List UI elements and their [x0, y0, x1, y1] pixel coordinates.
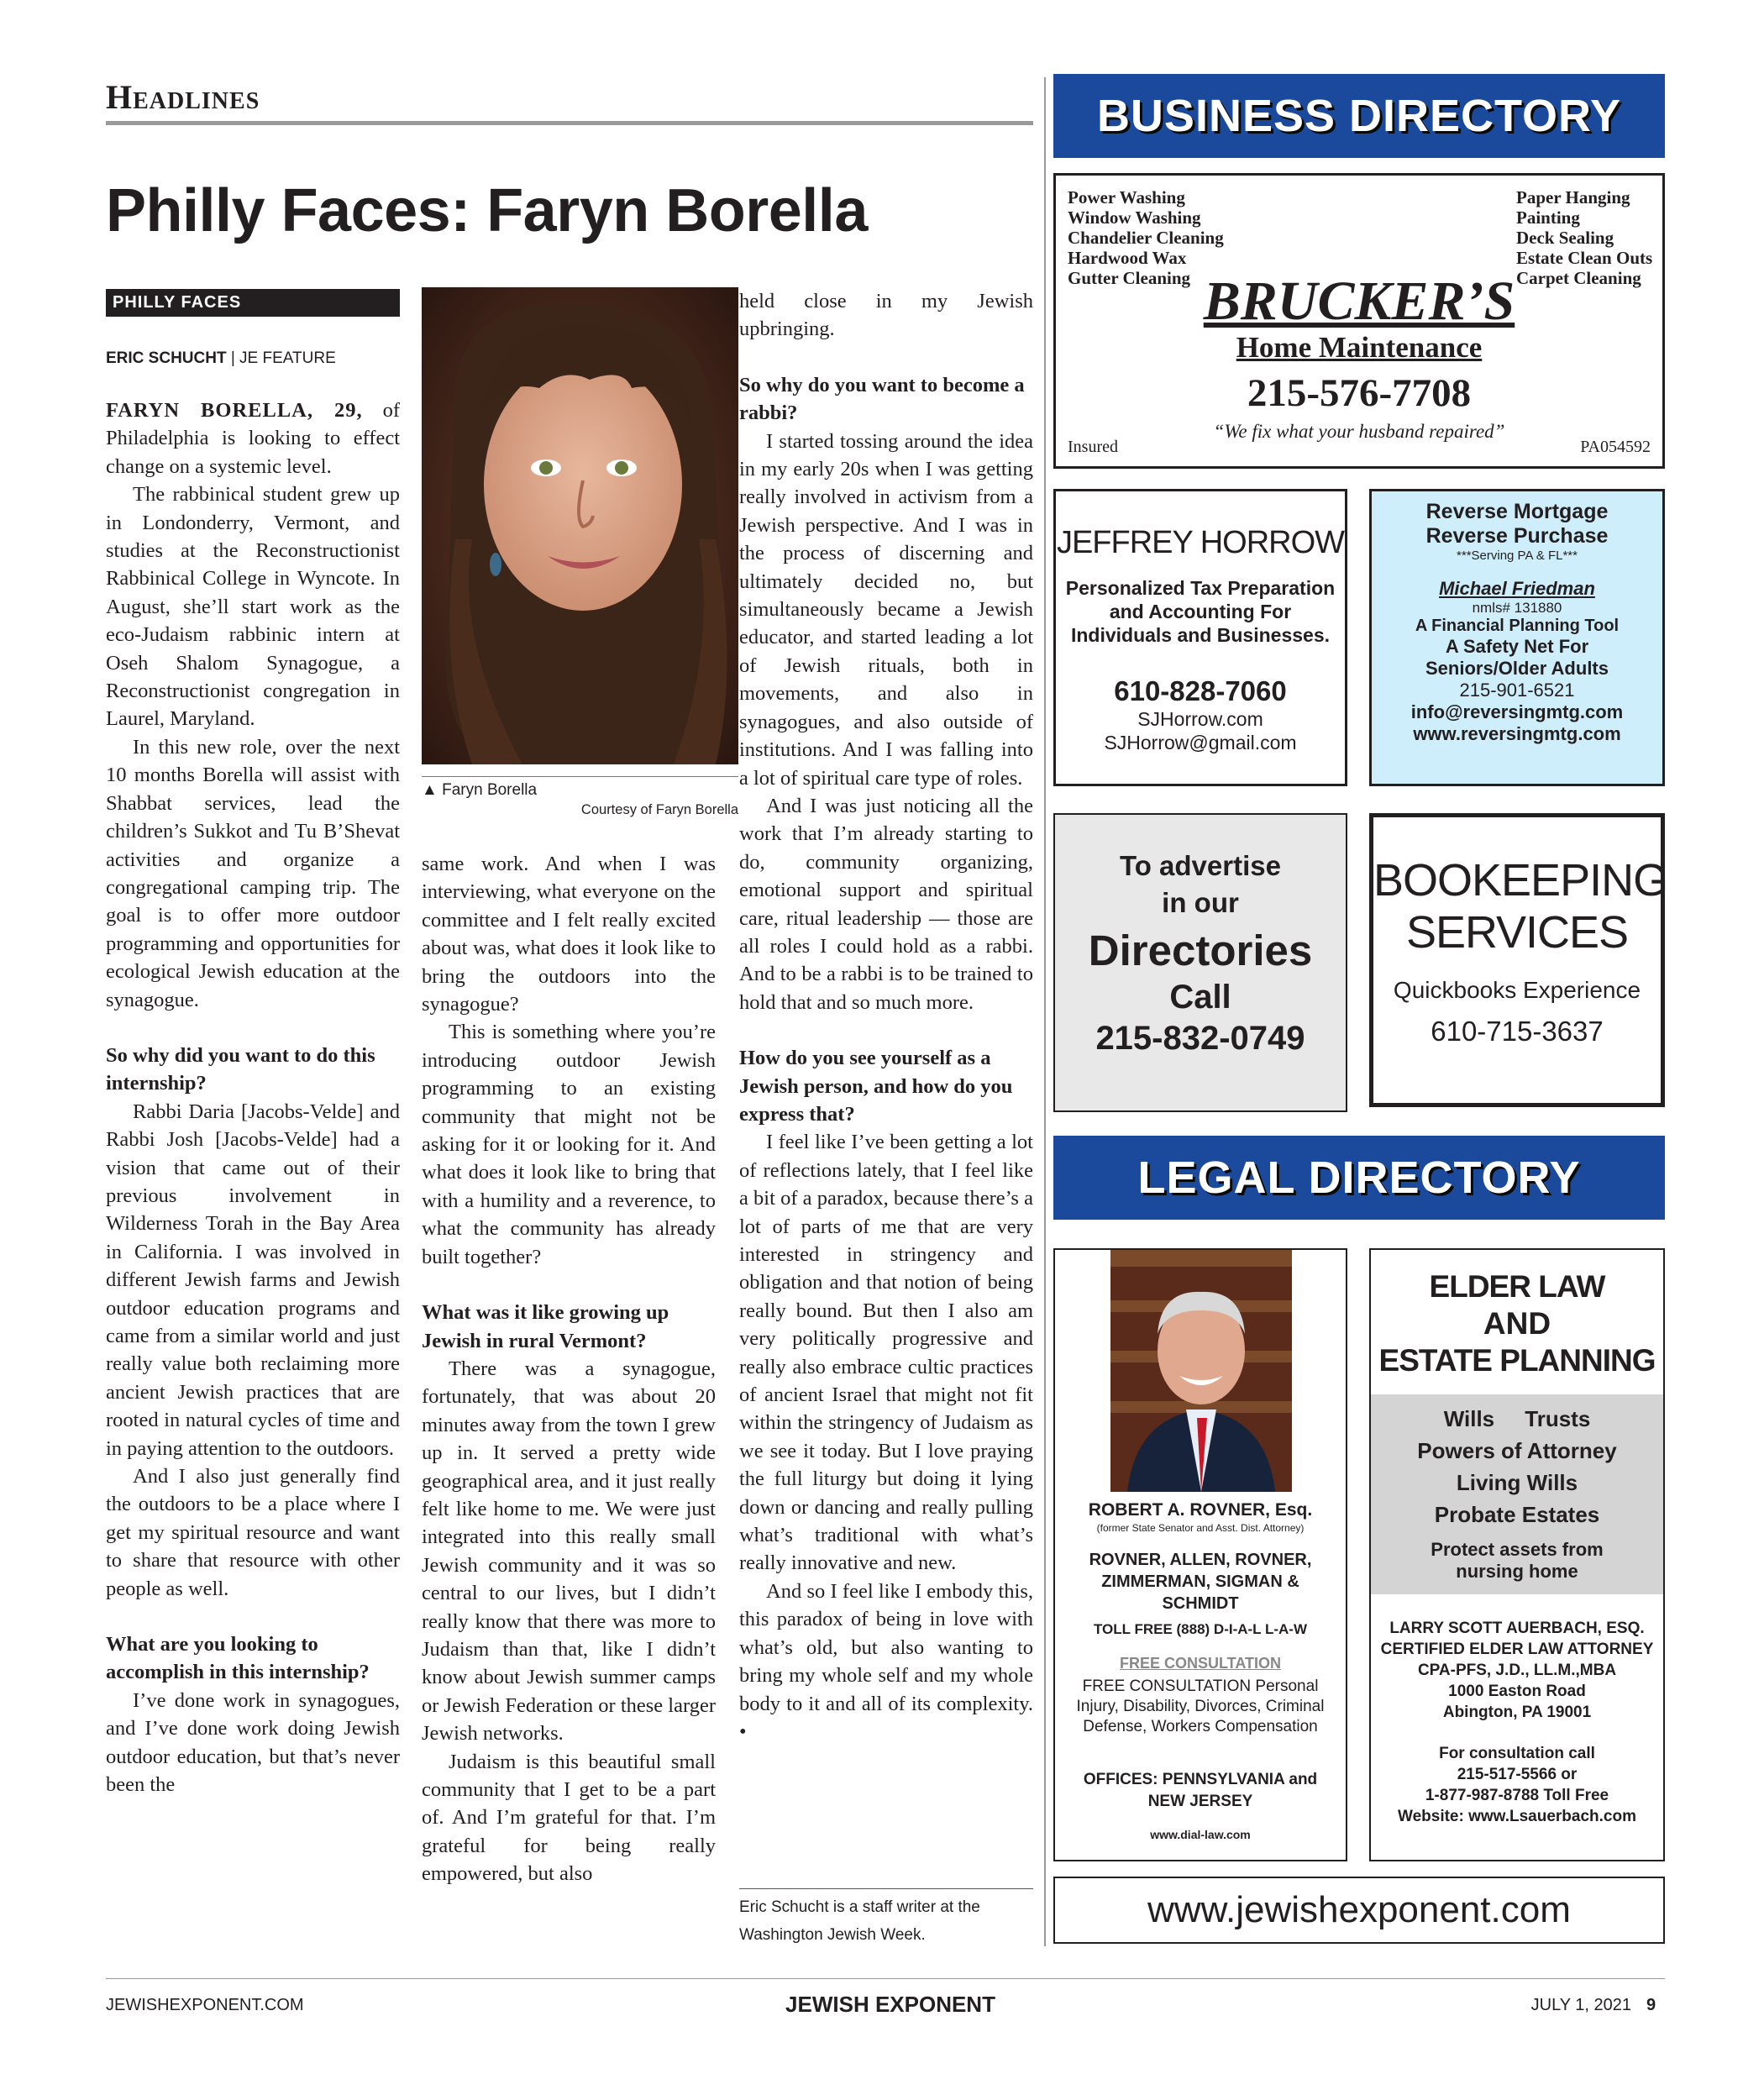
- elder-title-3: ESTATE PLANNING: [1378, 1343, 1656, 1378]
- bookkeeping-line-2: SERVICES: [1405, 907, 1629, 958]
- reverse-contact-name: Michael Friedman: [1439, 578, 1595, 599]
- article-column-3: [739, 287, 1033, 1746]
- bio-rule: [739, 1888, 1033, 1889]
- elder-service-2: Powers of Attorney: [1417, 1438, 1617, 1463]
- rovner-ad: [1053, 1248, 1347, 1861]
- service-item: Gutter Cleaning: [1068, 268, 1191, 288]
- col1-p6: I’ve done work in synagogues, and I’ve done work doing Jewish outdoor education, but that’s never been the: [106, 1688, 400, 1797]
- bruckers-slogan: “We fix what your husband repaired”: [1213, 421, 1505, 442]
- advertise-phone: 215-832-0749: [1095, 1020, 1305, 1057]
- reverse-mortgage-ad: [1369, 489, 1665, 786]
- footer-site[interactable]: JEWISHEXPONENT.COM: [106, 1996, 304, 2014]
- lead-name: FARYN BORELLA, 29,: [106, 399, 363, 422]
- rovner-site: www.dial-law.com: [1150, 1828, 1251, 1841]
- business-directory-title: BUSINESS DIRECTORY: [1096, 91, 1622, 141]
- col1-p4: Rabbi Daria [Jacobs-Velde] and Rabbi Josh [Jacobs-Velde] had a vision that came out of their previous involvement in Wilderness Torah in the Bay Area in California. I was involved in different Jewish farms and Jewish outdoor education programs and came from a similar world and just really value both reclaiming more ancient Jewish practices that are rooted in natural cycles of time and in paying attention to the outdoors.: [106, 1100, 400, 1460]
- col2-p4: Judaism is this beautiful small community that I get to be a part of. And I’m grateful for that. I’m grateful for being really empowered, but also: [422, 1750, 716, 1886]
- elder-site: Website: www.Lsauerbach.com: [1397, 1808, 1637, 1825]
- page-number: 9: [1646, 1996, 1656, 2014]
- service-item: Hardwood Wax: [1068, 248, 1187, 268]
- advertise-line-1: To advertise: [1120, 850, 1281, 881]
- elder-service-1: Wills Trusts: [1443, 1406, 1591, 1431]
- question-3: What was it like growing up Jewish in rural Vermont?: [422, 1301, 669, 1352]
- advertise-line-2: in our: [1162, 887, 1239, 918]
- question-2: What are you looking to accomplish in this internship?: [106, 1633, 370, 1684]
- bookkeeping-line-3: Quickbooks Experience: [1393, 977, 1641, 1003]
- elder-creds: CPA-PFS, J.D., LL.M.,MBA: [1417, 1662, 1617, 1679]
- elder-service-5: Protect assets from nursing home: [1431, 1539, 1604, 1582]
- service-item: Window Washing: [1068, 207, 1201, 228]
- bookkeeping-phone: 610-715-3637: [1431, 1016, 1604, 1047]
- service-item: Power Washing: [1068, 187, 1185, 207]
- photo-caption: [422, 781, 537, 800]
- elder-title-1: ELDER LAW: [1429, 1269, 1605, 1304]
- horrow-phone: 610-828-7060: [1114, 675, 1287, 706]
- rovner-free-consult-heading: FREE CONSULTATION: [1120, 1655, 1281, 1672]
- service-item: Paper Hanging: [1516, 187, 1630, 207]
- elder-service-4: Probate Estates: [1434, 1502, 1600, 1527]
- reverse-line-6: Seniors/Older Adults: [1425, 658, 1609, 679]
- reverse-line-3: ***Serving PA & FL***: [1457, 549, 1578, 563]
- author-role: | JE FEATURE: [226, 349, 336, 367]
- section-rule: [106, 121, 1033, 125]
- footer-rule: [106, 1978, 1665, 1979]
- photo-caption-text: Faryn Borella: [442, 781, 538, 799]
- col3-p5: And so I feel like I embody this, this paradox of being in love with what’s old, but also wanting to bring my whole self and my whole body to it and all of its complexity.: [739, 1579, 1033, 1715]
- elder-phone-1: 215-517-5566 or: [1457, 1766, 1578, 1783]
- business-directory-banner: [1053, 74, 1665, 158]
- advertise-line-4: Call: [1169, 979, 1231, 1016]
- horrow-desc: Personalized Tax Preparation and Accounting For Individuals and Businesses.: [1065, 577, 1336, 646]
- elder-cert: CERTIFIED ELDER LAW ATTORNEY: [1380, 1641, 1654, 1658]
- column-divider: [1044, 77, 1046, 1946]
- elder-attorney-name: LARRY SCOTT AUERBACH, ESQ.: [1389, 1620, 1645, 1637]
- elder-title-2: AND: [1483, 1306, 1551, 1341]
- bookkeeping-line-1: BOOKEEPING: [1373, 855, 1668, 906]
- col2-p1: same work. And when I was interviewing, what everyone on the committee and I felt really excited about was, what does it look like to bring the outdoors into the synagogue?: [422, 853, 716, 1016]
- attorney-photo: [1110, 1250, 1292, 1492]
- reverse-site: www.reversingmtg.com: [1413, 723, 1621, 744]
- rovner-firm: ROVNER, ALLEN, ROVNER, ZIMMERMAN, SIGMAN & SCHMIDT: [1089, 1551, 1312, 1613]
- reverse-nmls: nmls# 131880: [1472, 600, 1562, 616]
- col1-p2: The rabbinical student grew up in Londonderry, Vermont, and studies at the Reconstructionist Rabbinical College in Wyncote. In August, she’ll start work as the eco-Judaism rabbinic intern at Oseh Shalom Synagogue, a Reconstructionist congregation in Laurel, Maryland.: [106, 483, 400, 731]
- bruckers-subtitle: Home Maintenance: [1236, 331, 1483, 364]
- photo-credit: Courtesy of Faryn Borella: [580, 802, 738, 817]
- caption-rule: [422, 776, 738, 777]
- col2-p2: This is something where you’re introducing outdoor Jewish programming to an existing community that might not be asking for it or looking for it. And what does it look like to bring that with a humility and a reverence, to what the community has already built together?: [422, 1021, 716, 1268]
- advertise-line-3: Directories: [1088, 927, 1313, 974]
- elder-law-ad: [1369, 1248, 1665, 1861]
- question-5: How do you see yourself as a Jewish person, and how do you express that?: [739, 1047, 1013, 1126]
- portrait-image: [422, 287, 738, 764]
- portrait-photo: [422, 287, 738, 764]
- reverse-phone: 215-901-6521: [1459, 680, 1575, 701]
- legal-directory-title: LEGAL DIRECTORY: [1137, 1152, 1581, 1203]
- rovner-toll-free: TOLL FREE (888) D-I-A-L L-A-W: [1093, 1621, 1308, 1637]
- col3-p2: I started tossing around the idea in my early 20s when I was getting really involved in activism from a Jewish perspective. And I was in the process of discerning and ultimately decided no, but simultaneously became a Jewish educator, and started leading a lot of Jewish rituals, both in movements, and also in synagogues, and also outside of institutions. And I was falling into a lot of spiritual care type of roles.: [739, 429, 1033, 790]
- bookkeeping-ad: [1369, 813, 1668, 1107]
- service-item: Chandelier Cleaning: [1068, 228, 1224, 248]
- elder-addr-1: 1000 Easton Road: [1448, 1683, 1586, 1700]
- question-1: So why did you want to do this internship?: [106, 1043, 375, 1095]
- rovner-offices: OFFICES: PENNSYLVANIA and NEW JERSEY: [1083, 1771, 1318, 1810]
- author-name: ERIC SCHUCHT: [106, 349, 227, 367]
- reverse-email: info@reversingmtg.com: [1410, 701, 1624, 722]
- question-4: So why do you want to become a rabbi?: [739, 373, 1025, 425]
- elder-service-3: Living Wills: [1456, 1470, 1578, 1495]
- reverse-line-4: A Financial Planning Tool: [1415, 617, 1620, 635]
- article-column-1: [106, 396, 400, 1799]
- col1-p3: In this new role, over the next 10 months Borella will assist with Shabbat services, lead the children’s Sukkot and Tu B’Shevat activities and organize a congregational camping trip. The goal is to offer more outdoor programming and opportunities for ecological Jewish education at the synagogue.: [106, 735, 400, 1011]
- bruckers-name: BRUCKER’S: [1203, 270, 1515, 332]
- service-item: Estate Clean Outs: [1516, 248, 1653, 268]
- reverse-line-5: A Safety Net For: [1445, 636, 1589, 657]
- col3-p3: And I was just noticing all the work that I’m already starting to do, community organizing, emotional support and spiritual care, ritual leadership — those are all roles I could hold as a rabbi. And to be a rabbi is to be trained to hold that and so much more.: [739, 794, 1033, 1014]
- bruckers-insured: Insured: [1068, 438, 1118, 456]
- section-tag: PHILLY FACES: [106, 289, 400, 317]
- attorney-image: [1110, 1250, 1292, 1492]
- bruckers-ad: [1053, 173, 1665, 469]
- section-heading: Headlines: [106, 78, 260, 116]
- article-column-2: [422, 850, 716, 1888]
- reverse-line-1: Reverse Mortgage: [1425, 500, 1609, 523]
- service-item: Carpet Cleaning: [1516, 268, 1641, 288]
- col1-p5: And I also just generally find the outdoors to be a place where I get my spiritual resource and want to share that resource with other people as well.: [106, 1465, 400, 1600]
- horrow-email: SJHorrow@gmail.com: [1104, 732, 1297, 753]
- col2-p3: There was a synagogue, fortunately, that was about 20 minutes away from the town I grew up in. It served a pretty wide geographical area, and it just really felt like home to me. We were just integrated into this really small Jewish community and it was so central to our lives, but I didn’t really know that there was more to Judaism than that, like I didn’t know about Jewish summer camps or Jewish Federation or these larger Jewish networks.: [422, 1357, 716, 1746]
- footer-date: JULY 1, 2021: [1530, 1996, 1631, 2014]
- elder-phone-2: 1-877-987-8788 Toll Free: [1425, 1787, 1609, 1804]
- horrow-site: SJHorrow.com: [1137, 708, 1263, 730]
- rovner-former: (former State Senator and Asst. Dist. Attorney): [1096, 1522, 1305, 1534]
- rovner-name: ROBERT A. ROVNER, Esq.: [1088, 1500, 1313, 1520]
- col1-p1: of Philadelphia is looking to effect change on a systemic level.: [106, 399, 400, 478]
- col3-p1: held close in my Jewish upbringing.: [739, 290, 1033, 341]
- footer-publication: JEWISH EXPONENT: [785, 1992, 995, 2017]
- reverse-line-2: Reverse Purchase: [1425, 524, 1609, 548]
- horrow-name: JEFFREY HORROW: [1056, 525, 1345, 560]
- caret-up-icon: ▲: [422, 781, 438, 799]
- legal-directory-banner: [1053, 1136, 1665, 1220]
- elder-services: [1371, 1394, 1663, 1594]
- advertise-ad: [1053, 813, 1347, 1112]
- col3-p4: I feel like I’ve been getting a lot of reflections lately, that I feel like a bit of a paradox, because there’s a lot of parts of me that are very interested in stringency and obligation and that notion of being really bound. But then I also am very politically progressive and really also embrace cultic practices of ancient Israel that might not fit within the stringency of Judaism as we see it today. But I love praying the full liturgy but doing it lying down or dancing and really pulling what’s traditional with what’s really innovative and new.: [739, 1131, 1033, 1575]
- horrow-ad: [1053, 489, 1347, 786]
- end-mark: •: [739, 1719, 747, 1743]
- service-item: Deck Sealing: [1516, 228, 1614, 248]
- elder-addr-2: Abington, PA 19001: [1442, 1704, 1592, 1721]
- byline: [106, 349, 336, 368]
- author-bio: Eric Schucht is a staff writer at the Washington Jewish Week.: [739, 1898, 980, 1944]
- rovner-practice-areas: FREE CONSULTATION Personal Injury, Disability, Divorces, Criminal Defense, Workers Compensation: [1076, 1677, 1325, 1735]
- article-title: Philly Faces: Faryn Borella: [106, 177, 868, 244]
- website-link[interactable]: www.jewishexponent.com: [1053, 1877, 1665, 1944]
- service-item: Painting: [1516, 207, 1580, 228]
- bruckers-license: PA054592: [1580, 438, 1651, 456]
- elder-call: For consultation call: [1439, 1745, 1595, 1762]
- bruckers-phone: 215-576-7708: [1247, 371, 1472, 415]
